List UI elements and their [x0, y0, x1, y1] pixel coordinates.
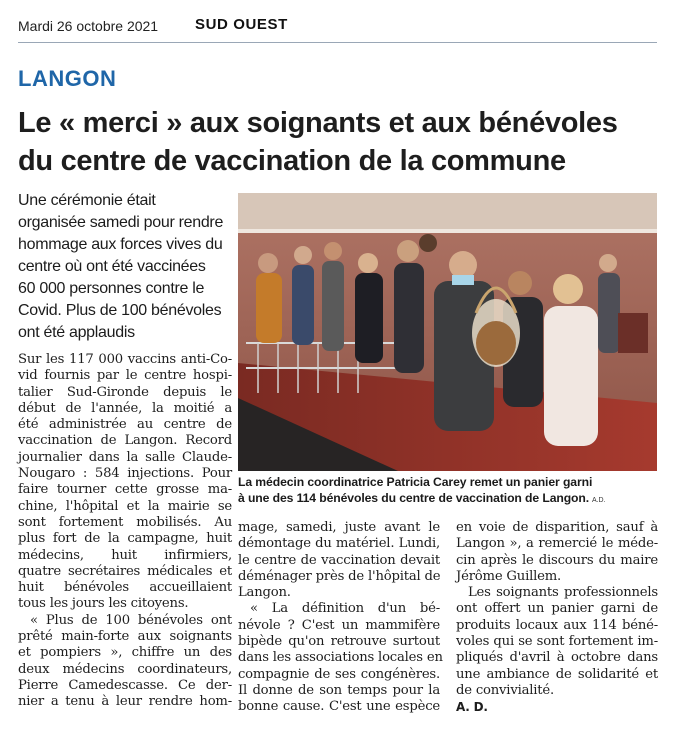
body-line: Langon », a remercié le méde- [456, 536, 658, 552]
body-line: produits locaux aux 114 béné- [456, 617, 658, 633]
photo-credit: A.D. [592, 497, 606, 504]
body-line: sont fortement mobilisés. Au [18, 514, 232, 530]
body-line: chine, l'hôpital et la mairie se [18, 498, 232, 514]
lede-line: ont été applaudis [18, 324, 135, 341]
body-line: nier a tenu à leur rendre hom- [18, 694, 232, 710]
headline-line: du centre de vaccination de la commune [18, 145, 566, 177]
body-line: et pompiers », chiffre un des [18, 645, 232, 661]
header-bar [18, 14, 657, 40]
section-label: LANGON [18, 66, 117, 91]
body-line: faire tourner cette grosse ma- [18, 482, 232, 498]
body-line: médecins, huit infirmiers, [18, 547, 232, 563]
body-line: « Plus de 100 bénévoles ont [30, 612, 232, 628]
body-line: voles qui se sont fortement im- [456, 634, 658, 650]
lede-line: 60 000 personnes contre le [18, 280, 205, 297]
body-line: mage, samedi, juste avant le [238, 520, 440, 535]
body-line: « La définition d'un bé- [250, 601, 440, 617]
body-line: névole ? C'est un mammifère [238, 617, 440, 633]
issue-date: Mardi 26 octobre 2021 [18, 18, 159, 34]
body-line: de convivialité. [456, 682, 554, 698]
author-signature: A. D. [456, 700, 488, 715]
ceremony-photo-illustration [238, 193, 657, 471]
lede-line: hommage aux forces vives du [18, 236, 223, 253]
body-line: vid fournis par le centre hospi- [18, 368, 232, 384]
article-lede [18, 190, 232, 344]
publication-name: SUD OUEST [195, 16, 288, 33]
body-column-3 [456, 520, 658, 716]
body-line: plus fort de la campagne, huit [18, 531, 232, 547]
body-line: quatre secrétaires médicales et [18, 563, 232, 579]
body-line: été administrée au centre de [18, 417, 232, 433]
body-line: dans les associations locales en [238, 650, 443, 666]
body-column-2 [238, 520, 443, 716]
caption-line: La médecin coordinatrice Patricia Carey remet un panier garni [238, 475, 593, 489]
article-headline [18, 104, 668, 180]
lede-line: centre où ont été vaccinées [18, 258, 206, 275]
body-line: bipède qu'on retrouve surtout [238, 634, 440, 650]
body-line: en voie de disparition, sauf à [456, 520, 658, 535]
lede-line: Une cérémonie était [18, 192, 156, 209]
body-line: journalier dans la salle Claude- [18, 449, 232, 465]
body-line: cin après le discours du maire [456, 552, 658, 568]
body-line: vaccination de Langon. Record [18, 433, 232, 449]
body-line: Jérôme Guillem. [456, 568, 562, 584]
body-line: Sur les 117 000 vaccins anti-Co- [18, 352, 232, 367]
body-line: le centre de vaccination devait [238, 552, 440, 568]
body-line: prêté main-forte aux soignants [18, 629, 232, 645]
article-photo [238, 193, 657, 471]
body-line: Il donne de son temps pour la [238, 682, 440, 698]
body-line: tous les jours les citoyens. [18, 596, 189, 612]
body-line: ont offert un panier garni de [456, 601, 658, 617]
caption-text: à une des 114 bénévoles du centre de vaccination de Langon. [238, 491, 590, 505]
caption-line [238, 490, 663, 506]
lede-line: Covid. Plus de 100 bénévoles [18, 302, 222, 319]
body-line: Nougaro : 584 injections. Pour [18, 466, 232, 482]
body-line: deux médecins coordinateurs, [18, 661, 232, 677]
body-line: Pierre Camedescasse. Ce der- [18, 677, 232, 693]
photo-caption [238, 474, 663, 506]
body-line: début de l'année, la moitié a [18, 400, 232, 416]
body-line: une ambiance de solidarité et [456, 666, 658, 682]
headline-line: Le « merci » aux soignants et aux bénévoles [18, 107, 618, 139]
body-line: bonne cause. C'est une espèce [238, 699, 440, 715]
body-line: Langon. [238, 585, 291, 601]
body-line: Les soignants professionnels [468, 585, 658, 601]
lede-line: organisée samedi pour rendre [18, 214, 224, 231]
header-divider [18, 42, 657, 43]
body-line: huit bénévoles accueillaient [18, 580, 232, 596]
body-line: pliqués d'avril à octobre dans [456, 650, 658, 666]
body-column-1 [18, 352, 232, 711]
body-line: talier Sud-Gironde depuis le [18, 384, 232, 400]
body-line: déménager près de l'hôpital de [238, 568, 441, 584]
body-line: compagnie de ses congénères. [238, 666, 440, 682]
body-line: démontage du matériel. Lundi, [238, 536, 440, 552]
